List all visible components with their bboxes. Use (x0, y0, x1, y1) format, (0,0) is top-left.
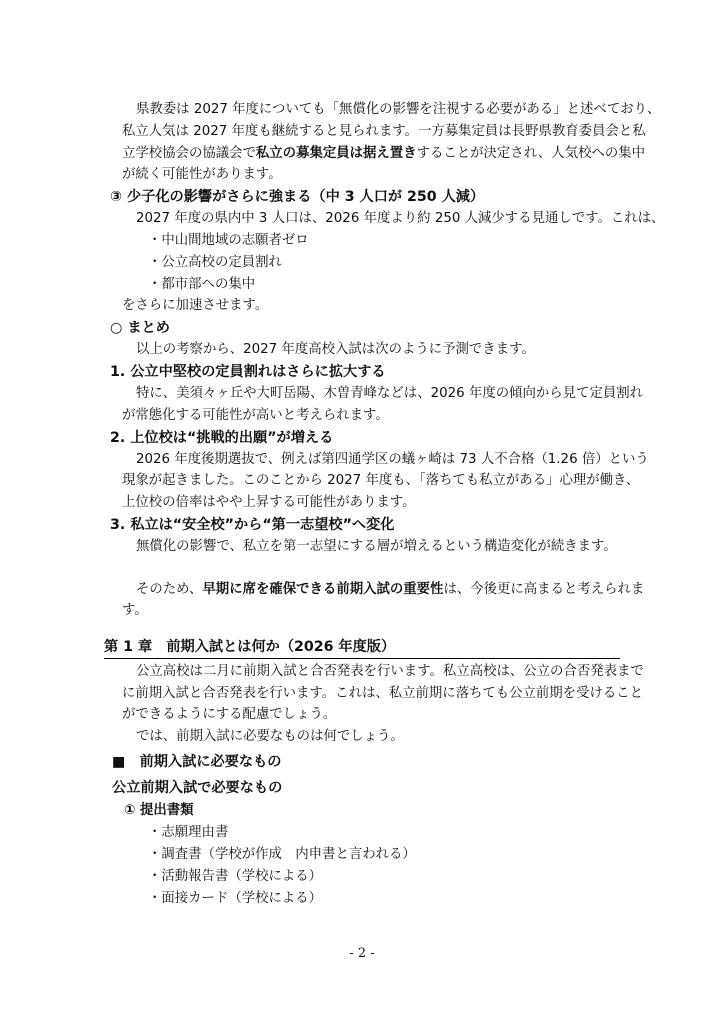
chapter-1-line-1: 公立高校は二月に前期入試と合否発表を行います。私立高校は、公立の合否発表まで (136, 664, 644, 679)
point-1-line-2: が常態化する可能性が高いと考えられます。 (122, 408, 389, 423)
chapter-1-line-4: では、前期入試に必要なものは何でしょう。 (136, 729, 404, 744)
conclusion-end: は、今後更に高まると考えられま (443, 582, 645, 597)
list-item: ・調査書（学校が作成 内申書と言われる） (148, 847, 416, 862)
point-2-line-2: 現象が起きました。このことから 2027 年度も、「落ちても私立がある」心理が働き、 (122, 473, 640, 488)
summary-body: 以上の考察から、2027 年度高校入試は次のように予測できます。 (136, 342, 535, 357)
point-1-line-1: 特に、美須々ヶ丘や大町岳陽、木曽青峰などは、2026 年度の傾向から見て定員割れ (136, 386, 644, 401)
conclusion-line-2: す。 (122, 603, 148, 618)
conclusion-start: そのため、 (136, 582, 203, 597)
intro-line-4: が続く可能性があります。 (122, 167, 282, 182)
list-item: ・中山間地域の志願者ゼロ (148, 233, 309, 248)
point-1-heading: 1. 公立中堅校の定員割れはさらに拡大する (110, 364, 386, 380)
intro-emphasis: 私立の募集定員は据え置き (255, 146, 417, 161)
chapter-1-line-3: ができるようにする配慮でしょう。 (122, 707, 337, 722)
point-2-line-3: 上位校の倍率はやや上昇する可能性があります。 (122, 495, 416, 510)
conclusion-line-1 (136, 580, 644, 600)
intro-line-2: 私立人気は 2027 年度も継続すると見られます。一方募集定員は長野県教育委員会と私 (122, 124, 646, 139)
point-3-heading: 3. 私立は“安全校”から“第一志望校”へ変化 (110, 517, 395, 533)
section-3-body: 2027 年度の県内中 3 人口は、2026 年度より約 250 人減少する見通しです。これは、 (136, 211, 665, 226)
section-3-after: をさらに加速させます。 (122, 298, 269, 313)
needs-heading: ■ 前期入試に必要なもの (112, 754, 282, 770)
point-3-line-1: 無償化の影響で、私立を第一志望にする層が増えるという構造変化が続きます。 (136, 539, 617, 554)
intro-line-3 (122, 144, 645, 164)
intro-line-3-start: 立学校協会の協議会で (122, 146, 256, 161)
point-2-heading: 2. 上位校は“挑戦的出願”が増える (110, 430, 334, 446)
chapter-1-line-2: に前期入試と合否発表を行います。これは、私立前期に落ちても公立前期を受けること (122, 686, 644, 701)
needs-item-heading: ① 提出書類 (124, 803, 194, 818)
conclusion-emphasis: 早期に席を確保できる前期入試の重要性 (202, 582, 444, 597)
list-item: ・都市部への集中 (148, 277, 256, 292)
intro-line-3-end: することが決定され、人気校への集中 (416, 146, 646, 161)
intro-line-1: 県教委は 2027 年度についても「無償化の影響を注視する必要がある」と述べており、 (136, 102, 661, 117)
needs-subheading: 公立前期入試で必要なもの (112, 780, 283, 796)
list-item: ・面接カード（学校による） (148, 891, 323, 906)
chapter-heading: 第 1 章 前期入試とは何か（2026 年度版） (104, 636, 620, 659)
point-2-line-1: 2026 年度後期選抜で、例えば第四通学区の蟻ヶ崎は 73 人不合格（1.26 倍）という (136, 452, 649, 467)
list-item: ・活動報告書（学校による） (148, 869, 323, 884)
summary-heading: ○ まとめ (110, 320, 170, 336)
section-3-heading: ③ 少子化の影響がさらに強まる（中 3 人口が 250 人減） (110, 189, 485, 205)
list-item: ・公立高校の定員割れ (148, 255, 282, 270)
list-item: ・志願理由書 (148, 825, 229, 840)
page-number: - 2 - (349, 946, 375, 961)
